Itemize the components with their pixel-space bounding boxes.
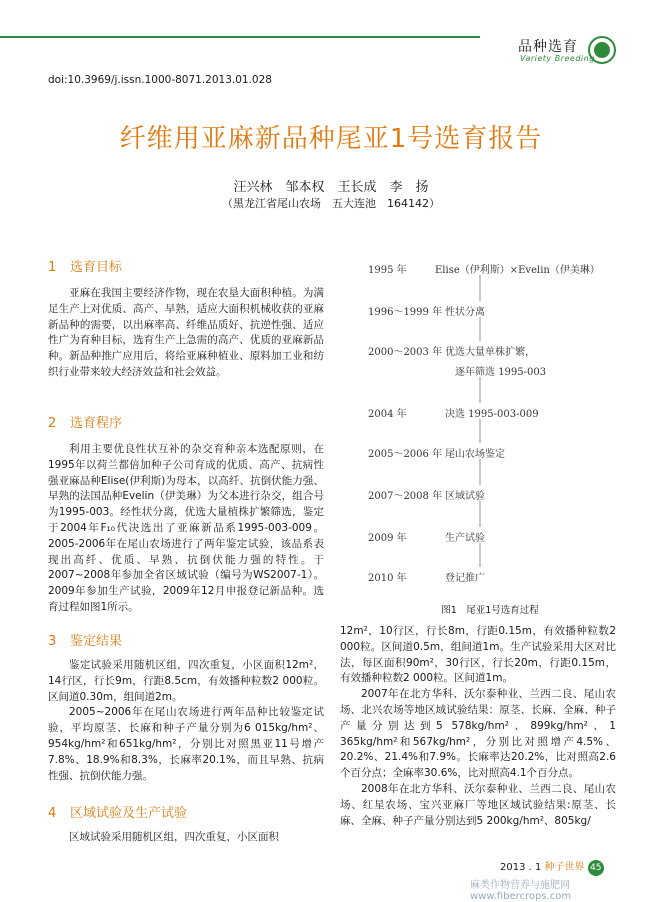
- footer-issue: 2013 . 1 种子世界 45: [500, 858, 604, 876]
- flowchart-step: Elise（伊利斯）×Evelin（伊美琳）: [435, 265, 600, 276]
- section-2-body: 利用主要优良性状互补的杂交育种亲本选配原则，在1995年以荷兰都倍加种子公司育成的优质、高产、抗病性强亚麻品种Elise(伊利斯)为母本，以高纤、抗倒伏能力强、早熟的法国品种Evelin（伊美琳）为父本进行杂交，组合号为1995-003。经性状分离，优选大量植株扩繁筛选，鉴定于2004年F₁₀代决选出了亚麻新品系1995-003-009。2005-2006年在尾山农场进行了两年鉴定试验，该品系表现出高纤、优质、早熟、抗倒伏能力强的特性。于2007~2008年参加全省区域试验（编号为WS2007-1）。2009年参加生产试验，2009年12月申报登记新品种。选育过程如图1所示。: [48, 443, 324, 613]
- flowchart-year: 2000～2003 年: [368, 347, 443, 358]
- flowchart-year: 2009 年: [368, 533, 407, 544]
- right-column-body: 12m²，10行区，行长8m，行距0.15m，有效播种粒数2 000粒。区间道0.5m，组间道1m。生产试验采用大区对比法，每区面积90m²，30行区，行长20m，行距0.15m，有效播种粒数2 000粒。区间道1m。 2007年在北方华科、沃尔泰种业、兰西二良、尾山农场、北兴农场等地区域试验结果：原茎、长麻、全麻、种子产量分别达到5 578kg/hm²、899kg/hm²、1 365kg/hm²和567kg/hm²，分别比对照增产4.5%、20.2%、21.4%和7.9%。长麻率达20.2%，比对照高2.6个百分点；全麻率30.6%，比对照高4.1个百分点。 2008年在北方华科、沃尔泰种业、兰西二良、尾山农场、红星农场、宝兴亚麻厂等地区域试验结果:原茎、长麻、全麻、种子产量分别达到5 200kg/hm²、805kg/: [340, 625, 616, 827]
- section-3-body: 鉴定试验采用随机区组，四次重复，小区面积12m²，14行区，行长9m，行距8.5cm，有效播种粒数2 000粒。区间道0.30m，组间道2m。 2005~2006年在尾山农场进行两年品种比较鉴定试验，平均原茎、长麻和种子产量分别为6 015kg/hm²、954kg/hm²和651kg/hm²，分别比对照黑亚11号增产7.8%、18.9%和8.3%，长麻率20.1%，而且早熟、抗病性强、抗倒伏能力强。: [48, 659, 324, 782]
- flowchart-step: 登记推广: [445, 573, 485, 584]
- page-number: 45: [588, 860, 604, 876]
- flowchart-year: 2010 年: [368, 573, 407, 584]
- doi: doi:10.3969/j.issn.1000-8071.2013.01.028: [48, 74, 272, 86]
- article-title: 纤维用亚麻新品种尾亚1号选育报告: [119, 124, 543, 154]
- authors: 汪兴林 邹本权 王长成 李 扬: [233, 180, 429, 195]
- flowchart-year: 1995 年: [368, 265, 407, 276]
- section-label-en: Variety Breeding: [520, 54, 595, 63]
- section-1-body: 亚麻在我国主要经济作物，现在农垦大面积种植。为满足生产上对优质、高产、早熟，适应大面积机械收获的亚麻新品种的需要，以出麻率高、纤维品质好、抗逆性强、适应性广为育种目标，选育生产上急需的高产、优质的亚麻新品种。新品种推广应用后，将给亚麻种植业、原料加工业和纺织行业带来较大经济效益和社会效益。: [48, 287, 324, 378]
- seed-world-logo-icon: [588, 36, 616, 64]
- figure-caption: 图1 尾亚1号选育过程: [441, 605, 539, 616]
- flowchart-year: 2005～2006 年: [368, 449, 443, 460]
- section-1-heading: 1 选育目标: [48, 260, 123, 275]
- flowchart-year: 2004 年: [368, 409, 407, 420]
- flowchart-step: 性状分离: [445, 307, 485, 318]
- flowchart-step: 区域试验: [445, 491, 485, 502]
- section-3-heading: 3 鉴定结果: [48, 634, 123, 649]
- section-4-body: 区域试验采用随机区组，四次重复，小区面积: [69, 831, 279, 843]
- flowchart-step: 生产试验: [445, 533, 485, 544]
- flowchart-step: 优选大量单株扩繁，: [445, 347, 535, 358]
- flowchart-year: 2007～2008 年: [368, 491, 443, 502]
- section-2-heading: 2 选育程序: [48, 416, 123, 431]
- flowchart-year: 1996～1999 年: [368, 307, 443, 318]
- flowchart-step: 尾山农场鉴定: [445, 449, 505, 460]
- affiliation: （黑龙江省尾山农场 五大连池 164142）: [222, 197, 440, 210]
- watermark: 麻类作物营养与施肥网 www.fibercrops.com: [470, 880, 572, 902]
- section-4-heading: 4 区域试验及生产试验: [48, 806, 188, 821]
- section-label-cn: 品种选育: [518, 39, 578, 55]
- flowchart-steps: [340, 255, 640, 595]
- flowchart-step: 决选 1995-003-009: [445, 409, 539, 420]
- flowchart-step-line2: 逐年筛选 1995-003: [455, 367, 547, 378]
